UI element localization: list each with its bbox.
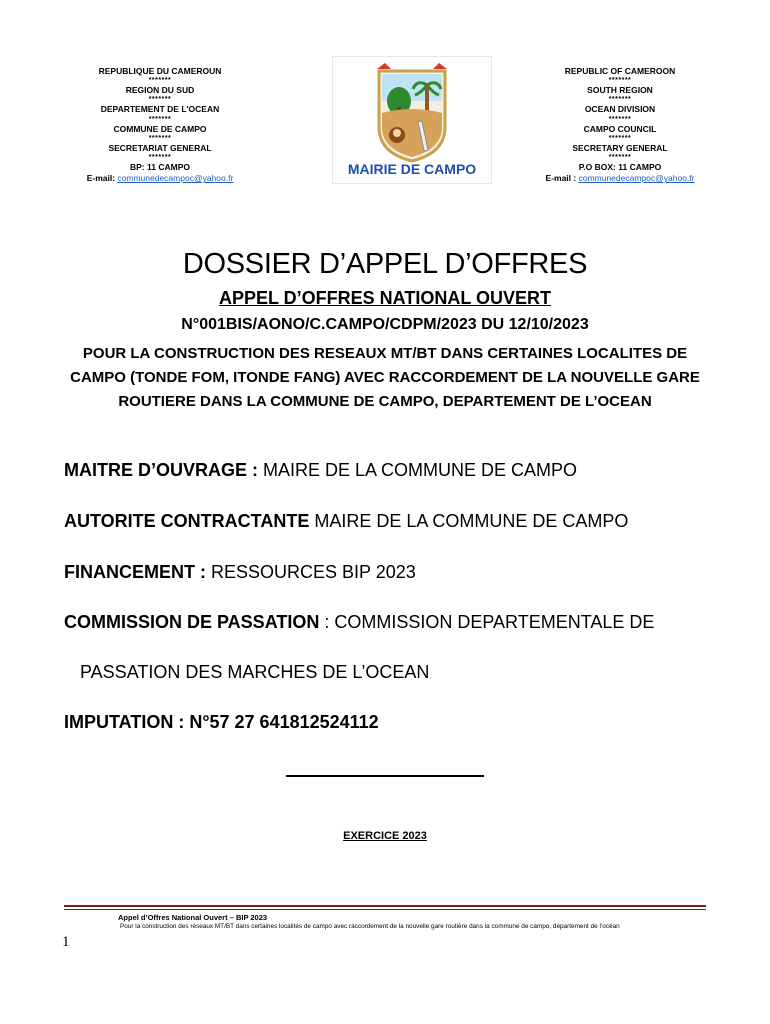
email-label: E-mail: [86,173,116,184]
email-link[interactable]: communedecampoc@yahoo.fr [578,173,695,184]
maitre-ouvrage-row [64,460,577,481]
field-value: RESSOURCES BIP 2023 [206,562,416,582]
stars-divider: ******* [148,115,172,123]
document-title: DOSSIER D’APPEL D’OFFRES [182,248,588,280]
header-right-line: SECRETARY GENERAL [572,142,668,153]
commission-row [64,612,654,633]
header-left-bp: BP: 11 CAMPO [130,162,190,173]
commission-row-continued: PASSATION DES MARCHES DE L’OCEAN [80,662,430,682]
stars-divider: ******* [148,96,172,104]
stars-divider: ******* [148,77,172,85]
header-right-line: SOUTH REGION [587,85,653,96]
mairie-emblem-icon [333,57,491,183]
footer-rule-thin [64,909,706,910]
header-right [540,66,700,184]
email-link[interactable]: communedecampoc@yahoo.fr [117,173,234,184]
header-left-line: REGION DU SUD [125,85,195,96]
header-left-line: COMMUNE DE CAMPO [113,123,207,134]
exercice-label: EXERCICE 2023 [343,830,427,842]
header-left-line: REPUBLIQUE DU CAMEROUN [98,66,222,76]
email-label: E-mail : [545,173,577,184]
field-value: MAIRE DE LA COMMUNE DE CAMPO [309,511,629,531]
field-value: MAIRE DE LA COMMUNE DE CAMPO [258,460,578,480]
stars-divider: ******* [608,96,632,104]
stars-divider: ******* [148,154,172,162]
header-left-line: DEPARTEMENT DE L'OCEAN [100,104,220,115]
footer-rule [64,905,706,907]
header-left-line: SECRETARIAT GENERAL [108,142,212,153]
separator-line [286,775,484,777]
stars-divider: ******* [608,154,632,162]
stars-divider: ******* [608,77,632,85]
tender-object: POUR LA CONSTRUCTION DES RESEAUX MT/BT DANS CERTAINES LOCALITES DE CAMPO (TONDE FOM, ITONDE FANG) AVEC RACCORDEMENT DE LA NOUVELLE GARE ROUTIERE DANS LA COMMUNE DE CAMPO, DEPARTEMENT DE L’OCEAN [70,345,700,410]
field-label: COMMISSION DE PASSATION [64,612,320,632]
field-value: : COMMISSION DEPARTEMENTALE DE [319,612,655,632]
header-left [80,66,240,184]
footer-text: Pour la construction des réseaux MT/BT dans certaines localités de campo avec raccordement de la nouvelle gare routière dans la commune de campo, département de l’océan [120,923,620,930]
header-right-line: REPUBLIC OF CAMEROON [564,66,676,76]
autorite-contractante-row [64,511,628,532]
council-logo [332,56,492,184]
header-right-line: OCEAN DIVISION [584,104,656,115]
imputation-row: IMPUTATION : N°57 27 641812524112 [64,712,379,732]
tender-reference: N°001BIS/AONO/C.CAMPO/CDPM/2023 DU 12/10/2023 [181,316,589,333]
stars-divider: ******* [148,134,172,142]
logo-text: MAIRIE DE CAMPO [347,161,477,177]
footer-title: Appel d’Offres National Ouvert – BIP 2023 [118,913,268,922]
header-right-email-row [540,173,700,184]
stars-divider: ******* [608,134,632,142]
field-label: AUTORITE CONTRACTANTE [64,511,310,531]
page-number: 1 [62,934,70,950]
financement-row [64,562,416,583]
field-label: MAITRE D’OUVRAGE : [64,460,259,480]
header-right-line: CAMPO COUNCIL [583,123,657,134]
header-right-bp: P.O BOX: 11 CAMPO [578,162,662,173]
field-label: FINANCEMENT : [64,562,206,582]
header-left-email-row [80,173,240,184]
document-subtitle: APPEL D’OFFRES NATIONAL OUVERT [218,288,552,308]
stars-divider: ******* [608,115,632,123]
